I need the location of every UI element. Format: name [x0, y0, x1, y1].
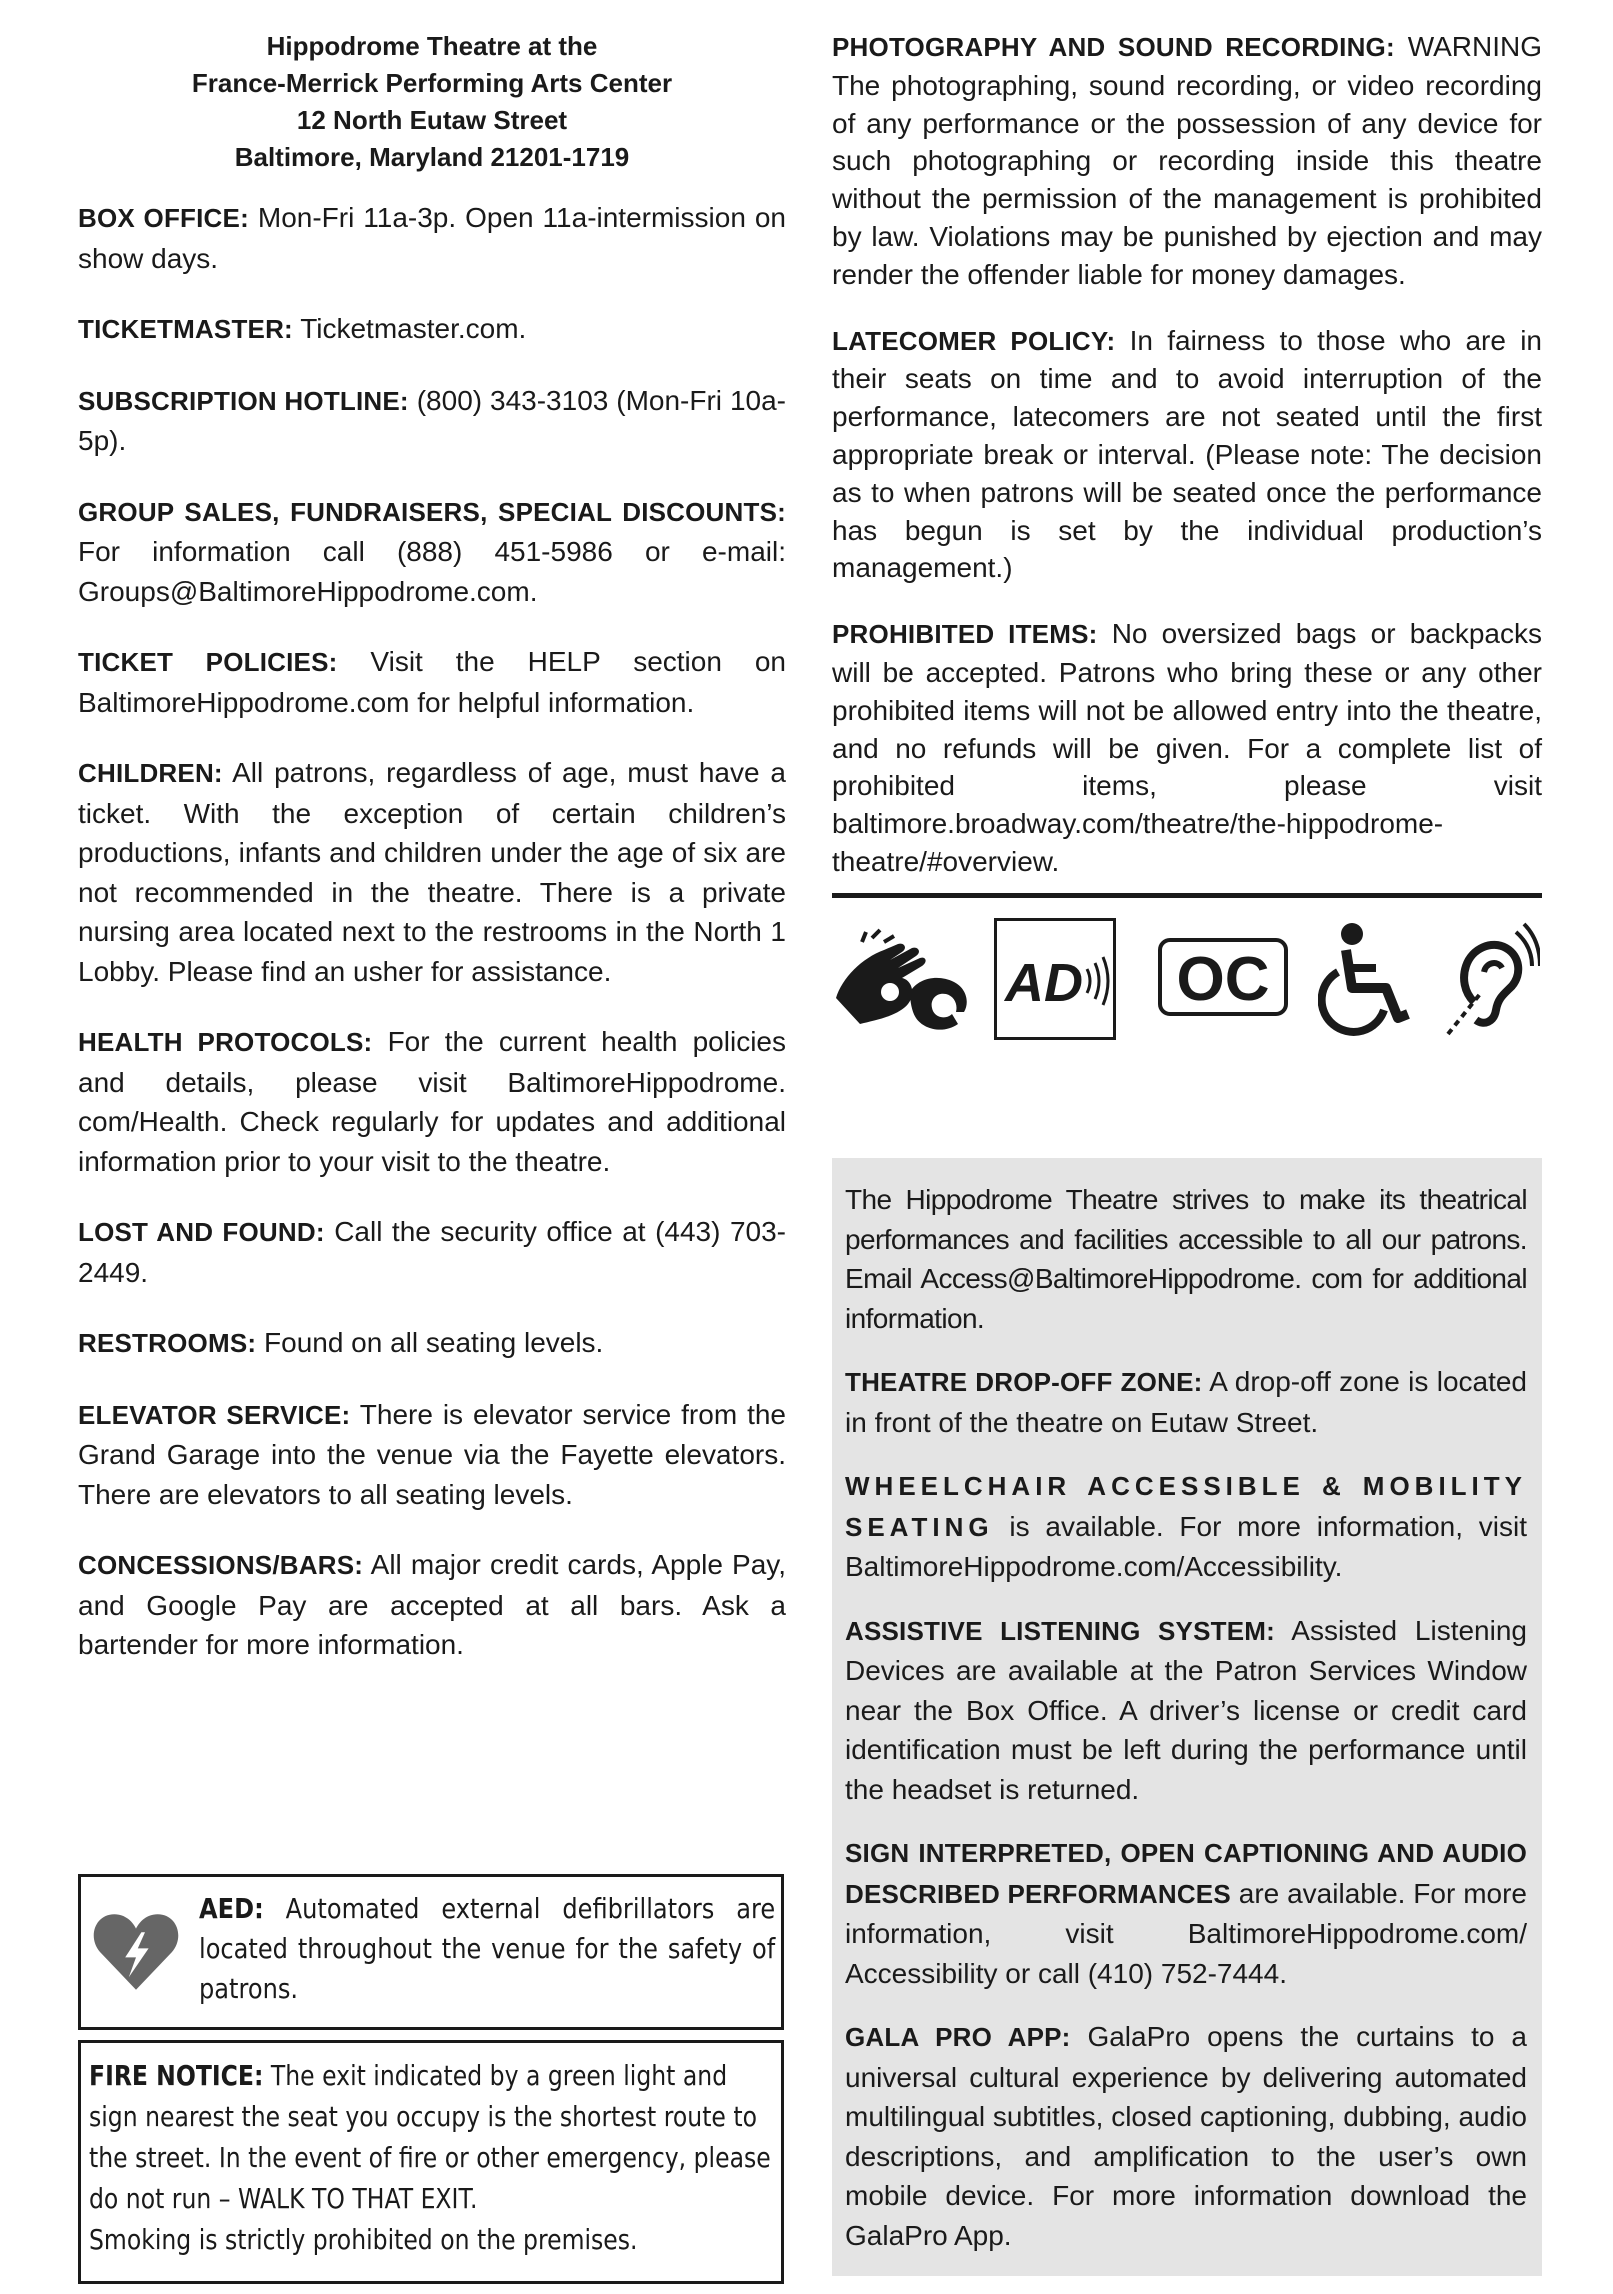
galapro-section: [845, 2017, 1527, 2255]
wheelchair-icon: [1318, 922, 1412, 1038]
dropoff-text: A drop-off zone is located in front of the theatre on Eutaw Street.: [845, 1366, 1528, 1438]
listening-text: Assisted Listening Devices are available at the Patron Services Window near the Box Office. A driver’s license or credit card identification must be left during the performance until the headset is returned.: [845, 1614, 1527, 1805]
right-column: [832, 28, 1542, 1048]
prohibited-label: PROHIBITED ITEMS:: [832, 619, 1098, 650]
venue-center: France-Merrick Performing Arts Center: [191, 68, 673, 98]
open-caption-glyph: [1166, 944, 1280, 1010]
listening-section: [845, 1611, 1527, 1810]
wheelchair-label: WHEELCHAIR ACCESSIBLE & MOBILITY SEATING: [845, 1471, 1527, 1542]
lost-found-section: [78, 1212, 786, 1292]
group-sales-label: GROUP SALES, FUNDRAISERS, SPECIAL DISCOUNTS:: [78, 496, 786, 527]
ticket-policies-text: Visit the HELP section on BaltimoreHippodrome.com for helpful information.: [78, 646, 786, 718]
lost-found-label: LOST AND FOUND:: [78, 1217, 325, 1247]
elevator-section: [78, 1395, 786, 1515]
fire-line-1: The exit indicated by a green light and: [263, 2059, 728, 2092]
venue-name: Hippodrome Theatre at the: [266, 31, 598, 61]
fire-notice-label: FIRE NOTICE:: [89, 2059, 264, 2092]
photography-text: WARNING The photographing, sound recording, or video recording of any performance or the possession of any device for such photographing or recording inside this theatre without the permission of the management is prohibited by law. Violations may be punished by ejection and may render the offender liable for money damages.: [832, 31, 1542, 290]
accessibility-panel: [832, 1158, 1542, 2276]
ticket-policies-label: TICKET POLICIES:: [78, 647, 338, 677]
fire-line-3: the street. In the event of fire or other emergency, please: [89, 2141, 771, 2174]
venue-address: [78, 28, 786, 176]
concessions-section: [78, 1545, 786, 1665]
venue-city: Baltimore, Maryland 21201-1719: [234, 142, 630, 172]
aed-box: [78, 1874, 784, 2030]
wheelchair-section: [845, 1466, 1527, 1587]
subscription-label: SUBSCRIPTION HOTLINE:: [78, 385, 409, 416]
smoking-notice: Smoking is strictly prohibited on the premises.: [89, 2223, 638, 2256]
dropoff-section: [845, 1362, 1527, 1442]
children-section: [78, 753, 786, 991]
health-text: For the current health policies and details, please visit BaltimoreHippodrome. com/Health. Check regularly for updates and additional information prior to your visit to the theatre.: [78, 1026, 786, 1177]
access-intro: The Hippodrome Theatre strives to make its theatrical performances and facilities accessible to all our patrons. Email Access@BaltimoreHippodrome. com for additional information.: [845, 1184, 1527, 1334]
aed-label: AED:: [199, 1892, 264, 1925]
health-label: HEALTH PROTOCOLS:: [78, 1027, 373, 1057]
ticket-policies-section: [78, 642, 786, 722]
venue-street: 12 North Eutaw Street: [296, 105, 568, 135]
concessions-label: CONCESSIONS/BARS:: [78, 1550, 364, 1580]
aed-text-block: [199, 1889, 775, 2009]
ad-text: AD: [1005, 952, 1083, 1011]
audio-description-icon: [994, 918, 1116, 1040]
galapro-label: GALA PRO APP:: [845, 2022, 1071, 2052]
galapro-text: GalaPro opens the curtains to a universal cultural experience by delivering automated multilingual subtitles, closed captioning, dubbing, audio descriptions, and amplification to the user’s own mobile device. For more information download the GalaPro App.: [845, 2021, 1527, 2251]
section-divider: [832, 893, 1542, 898]
latecomer-section: [832, 322, 1542, 588]
ticketmaster-text: Ticketmaster.com.: [292, 313, 527, 344]
restrooms-text: Found on all seating levels.: [256, 1327, 604, 1358]
elevator-label: ELEVATOR SERVICE:: [78, 1399, 351, 1430]
elevator-text: There is elevator service from the Grand Garage into the venue via the Fayette elevators. There are elevators to all seating levels.: [78, 1398, 786, 1510]
sign-language-icon: [832, 928, 972, 1038]
ticketmaster-section: [78, 309, 786, 350]
aed-heart-icon: [91, 1907, 181, 1997]
box-office-label: BOX OFFICE:: [78, 203, 249, 233]
fire-notice-box: [78, 2040, 784, 2284]
children-label: CHILDREN:: [78, 758, 223, 788]
health-section: [78, 1022, 786, 1181]
fire-line-2: sign nearest the seat you occupy is the shortest route to: [89, 2100, 757, 2133]
oc-text: OC: [1176, 944, 1270, 1010]
wheelchair-text: is available. For more information, visit BaltimoreHippodrome.com/Accessibility.: [845, 1510, 1527, 1582]
dropoff-label: THEATRE DROP-OFF ZONE:: [845, 1367, 1203, 1397]
listening-label: ASSISTIVE LISTENING SYSTEM:: [845, 1615, 1275, 1646]
concessions-text: All major credit cards, Apple Pay, and Google Pay are accepted at all bars. Ask a bartender for more information.: [78, 1549, 786, 1660]
box-office-text: Mon-Fri 11a-3p. Open 11a-intermission on show days.: [78, 202, 786, 274]
group-sales-text: For information call (888) 451-5986 or e-mail: Groups@BaltimoreHippodrome.com.: [78, 536, 786, 607]
group-sales-section: [78, 492, 786, 612]
accessibility-panel-content: [845, 1180, 1527, 2279]
restrooms-label: RESTROOMS:: [78, 1328, 257, 1358]
prohibited-section: [832, 615, 1542, 881]
assistive-listening-icon: [1444, 922, 1540, 1038]
children-text: All patrons, regardless of age, must have a ticket. With the exception of certain children’s productions, infants and children under the age of six are not recommended in the theatre. There is a private nursing area located next to the restrooms in the North 1 Lobby. Please find an usher for assistance.: [78, 757, 786, 987]
latecomer-text: In fairness to those who are in their seats on time and to avoid interruption of the performance, latecomers are not seated until the first appropriate break or interval. (Please note: The decision as to when patrons will be seated once the performance has begun is set by the individual production’s management.): [832, 324, 1543, 584]
left-column: [78, 28, 786, 1696]
sign-interpreted-label: SIGN INTERPRETED, OPEN CAPTIONING AND AUDIO DESCRIBED PERFORMANCES: [845, 1838, 1527, 1909]
ticketmaster-label: TICKETMASTER:: [78, 314, 293, 344]
subscription-text: (800) 343-3103 (Mon-Fri 10a-5p).: [78, 384, 786, 456]
prohibited-text: No oversized bags or backpacks will be accepted. Patrons who bring these or any other prohibited items will not be allowed entry into the theatre, and no refunds will be given. For a complete list of prohibited items, please visit baltimore.broadway.com/theatre/the-hippodrome-theatre/#overview.: [832, 618, 1542, 877]
fire-line-4: do not run – WALK TO THAT EXIT.: [89, 2182, 478, 2215]
accessibility-icons: [832, 918, 1542, 1048]
latecomer-label: LATECOMER POLICY:: [832, 325, 1116, 356]
sign-interpreted-text: are available. For more information, visit BaltimoreHippodrome.com/ Accessibility or call (410) 752-7444.: [845, 1877, 1527, 1989]
photography-section: [832, 28, 1542, 294]
box-office-section: [78, 198, 786, 278]
fire-notice-text: [89, 2055, 778, 2260]
photography-label: PHOTOGRAPHY AND SOUND RECORDING:: [832, 32, 1395, 62]
lost-found-text: Call the security office at (443) 703-2449.: [78, 1216, 787, 1288]
audio-description-glyph: [1003, 951, 1111, 1011]
aed-text: Automated external defibrillators are located throughout the venue for the safety of patrons.: [199, 1892, 776, 2005]
subscription-section: [78, 381, 786, 461]
open-caption-icon: [1158, 938, 1288, 1016]
restrooms-section: [78, 1323, 786, 1364]
sign-interpreted-section: [845, 1833, 1527, 1993]
